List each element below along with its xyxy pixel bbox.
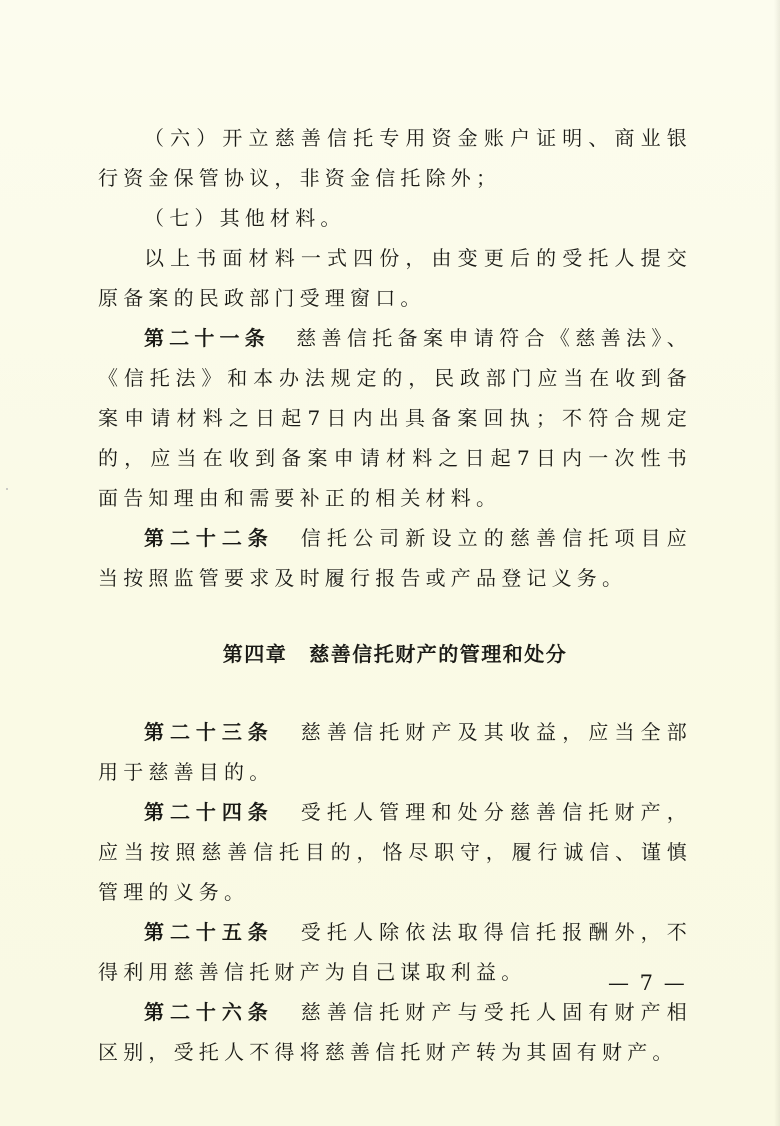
article-text: 信托公司新设立的慈善信托项目应当按照监管要求及时履行报告或产品登记义务。 xyxy=(98,526,692,590)
page-number: — 7 — xyxy=(608,971,687,995)
article-number: 第二十五条 xyxy=(144,920,274,944)
article-number: 第二十三条 xyxy=(144,720,274,744)
article-paragraph xyxy=(98,992,692,1072)
article-text: 慈善信托备案申请符合《慈善法》、《信托法》和本办法规定的，民政部门应当在收到备案申请材料之日起7日内出具备案回执；不符合规定的，应当在收到备案申请材料之日起7日内一次性书面告知理由和需要补正的相关材料。 xyxy=(98,326,692,510)
paragraph xyxy=(98,118,692,198)
article-paragraph xyxy=(98,912,692,992)
article-number: 第二十二条 xyxy=(144,526,274,550)
chapter-heading xyxy=(98,634,692,674)
article-text: 受托人除依法取得信托报酬外，不得利用慈善信托财产为自己谋取利益。 xyxy=(98,920,692,984)
article-text: 慈善信托财产及其收益，应当全部用于慈善目的。 xyxy=(98,720,692,784)
paragraph-text: 以上书面材料一式四份，由变更后的受托人提交原备案的民政部门受理窗口。 xyxy=(98,246,692,310)
article-paragraph xyxy=(98,792,692,912)
scan-speck xyxy=(6,488,8,490)
article-text: 慈善信托财产与受托人固有财产相区别，受托人不得将慈善信托财产转为其固有财产。 xyxy=(98,1000,692,1064)
paragraph-text: （七）其他材料。 xyxy=(144,206,346,230)
article-number: 第二十四条 xyxy=(144,800,274,824)
article-paragraph xyxy=(98,318,692,518)
article-paragraph xyxy=(98,712,692,792)
paragraph-text: （六）开立慈善信托专用资金账户证明、商业银行资金保管协议，非资金信托除外； xyxy=(98,126,692,190)
article-paragraph xyxy=(98,518,692,598)
document-body xyxy=(98,118,692,1072)
paragraph xyxy=(98,198,692,238)
article-text: 受托人管理和处分慈善信托财产，应当按照慈善信托目的，恪尽职守，履行诚信、谨慎管理的义务。 xyxy=(98,800,692,904)
paragraph xyxy=(98,238,692,318)
article-number: 第二十一条 xyxy=(144,326,270,350)
article-number: 第二十六条 xyxy=(144,1000,274,1024)
page-edge-shadow xyxy=(774,0,780,1126)
chapter-number: 第四章 xyxy=(222,642,288,666)
chapter-title: 慈善信托财产的管理和处分 xyxy=(309,642,568,666)
